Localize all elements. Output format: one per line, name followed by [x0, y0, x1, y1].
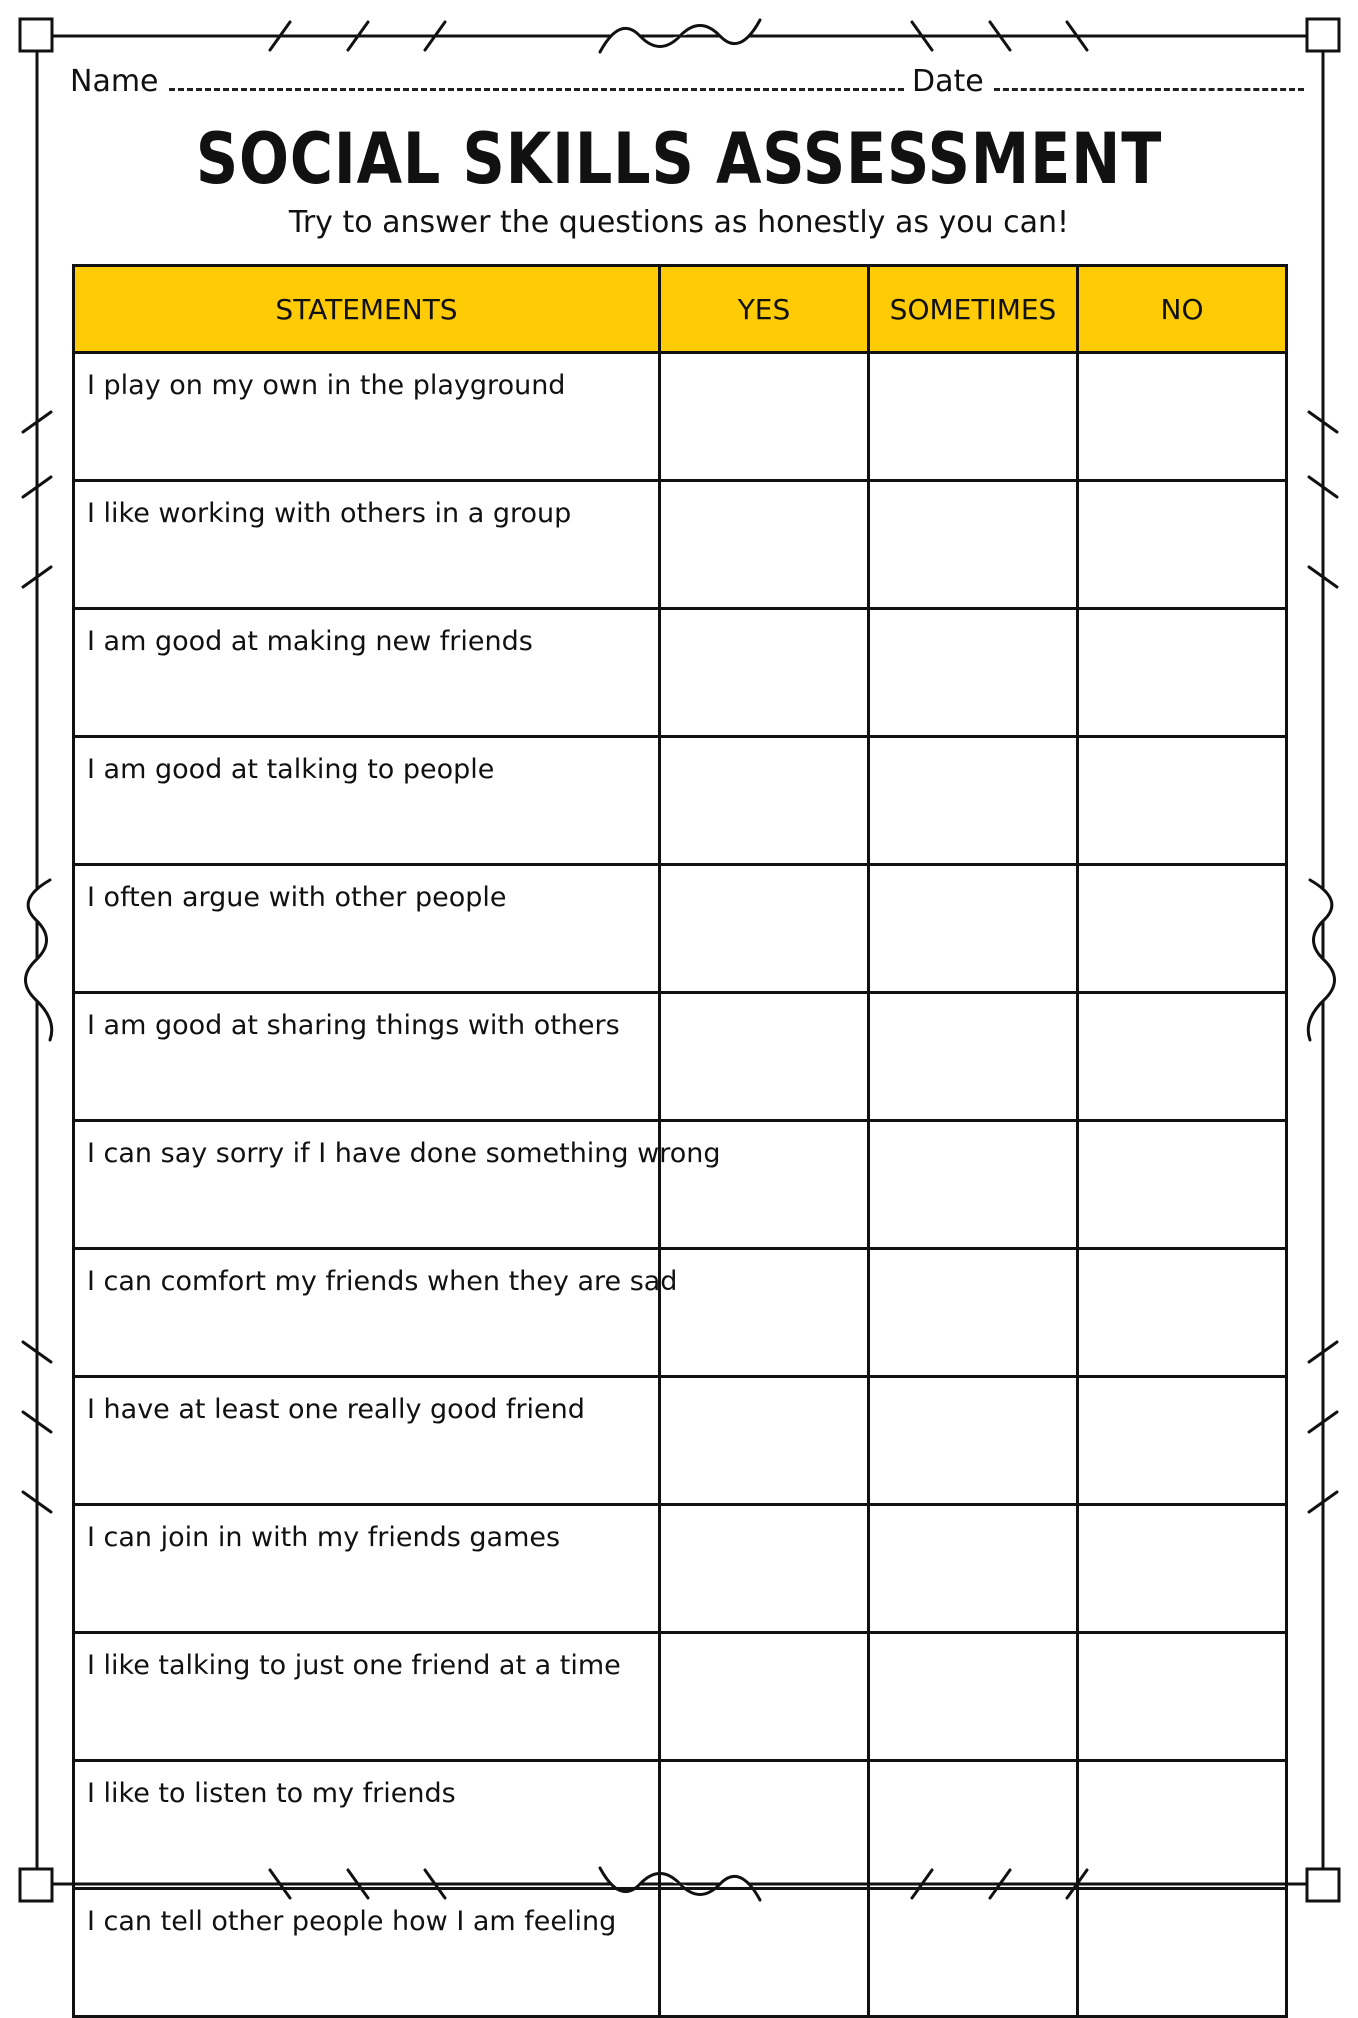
no-cell[interactable] [1078, 481, 1287, 609]
table-row [74, 1889, 1287, 2017]
statement-cell: I am good at talking to people [74, 737, 660, 865]
no-cell[interactable] [1078, 1633, 1287, 1761]
header-statements: STATEMENTS [74, 266, 660, 353]
table-row [74, 737, 1287, 865]
statement-cell: I can tell other people how I am feeling [74, 1889, 660, 2017]
no-cell[interactable] [1078, 1249, 1287, 1377]
sometimes-cell[interactable] [869, 993, 1078, 1121]
yes-cell[interactable] [660, 1377, 869, 1505]
no-cell[interactable] [1078, 1121, 1287, 1249]
no-cell[interactable] [1078, 1505, 1287, 1633]
statement-cell: I play on my own in the playground [74, 353, 660, 481]
name-blank-line[interactable] [169, 84, 904, 91]
yes-cell[interactable] [660, 353, 869, 481]
header-yes: YES [660, 266, 869, 353]
table-row [74, 609, 1287, 737]
statement-cell: I often argue with other people [74, 865, 660, 993]
sometimes-cell[interactable] [869, 865, 1078, 993]
header-no: NO [1078, 266, 1287, 353]
sometimes-cell[interactable] [869, 353, 1078, 481]
statement-cell: I can join in with my friends games [74, 1505, 660, 1633]
name-label: Name [70, 64, 159, 99]
no-cell[interactable] [1078, 609, 1287, 737]
table-row [74, 865, 1287, 993]
statement-cell: I like working with others in a group [74, 481, 660, 609]
no-cell[interactable] [1078, 1761, 1287, 1889]
no-cell[interactable] [1078, 737, 1287, 865]
table-row [74, 1377, 1287, 1505]
table-row [74, 353, 1287, 481]
statement-cell: I like to listen to my friends [74, 1761, 660, 1889]
date-blank-line[interactable] [994, 84, 1304, 91]
statement-cell: I can comfort my friends when they are sad [74, 1249, 660, 1377]
table-row [74, 993, 1287, 1121]
statement-cell: I have at least one really good friend [74, 1377, 660, 1505]
yes-cell[interactable] [660, 609, 869, 737]
date-label: Date [912, 64, 984, 99]
sometimes-cell[interactable] [869, 1761, 1078, 1889]
sometimes-cell[interactable] [869, 737, 1078, 865]
statement-cell: I am good at making new friends [74, 609, 660, 737]
yes-cell[interactable] [660, 993, 869, 1121]
yes-cell[interactable] [660, 737, 869, 865]
yes-cell[interactable] [660, 1505, 869, 1633]
yes-cell[interactable] [660, 1633, 869, 1761]
assessment-table [72, 264, 1288, 2018]
table-row [74, 1249, 1287, 1377]
sometimes-cell[interactable] [869, 1121, 1078, 1249]
statement-cell: I like talking to just one friend at a time [74, 1633, 660, 1761]
no-cell[interactable] [1078, 993, 1287, 1121]
table-header-row [74, 266, 1287, 353]
statement-cell: I can say sorry if I have done something wrong [74, 1121, 660, 1249]
table-row [74, 1121, 1287, 1249]
table-row [74, 481, 1287, 609]
date-field[interactable] [912, 64, 1304, 99]
sometimes-cell[interactable] [869, 1505, 1078, 1633]
page-subtitle: Try to answer the questions as honestly as you can! [288, 205, 1070, 240]
yes-cell[interactable] [660, 865, 869, 993]
table-row [74, 1633, 1287, 1761]
table-row [74, 1505, 1287, 1633]
table-row [74, 1761, 1287, 1889]
no-cell[interactable] [1078, 1377, 1287, 1505]
sometimes-cell[interactable] [869, 1377, 1078, 1505]
sometimes-cell[interactable] [869, 1889, 1078, 2017]
sometimes-cell[interactable] [869, 481, 1078, 609]
sometimes-cell[interactable] [869, 1249, 1078, 1377]
yes-cell[interactable] [660, 481, 869, 609]
no-cell[interactable] [1078, 353, 1287, 481]
sometimes-cell[interactable] [869, 1633, 1078, 1761]
yes-cell[interactable] [660, 1249, 869, 1377]
statement-cell: I am good at sharing things with others [74, 993, 660, 1121]
page-title: SOCIAL SKILLS ASSESSMENT [195, 118, 1163, 200]
sometimes-cell[interactable] [869, 609, 1078, 737]
header-sometimes: SOMETIMES [869, 266, 1078, 353]
no-cell[interactable] [1078, 1889, 1287, 2017]
yes-cell[interactable] [660, 1889, 869, 2017]
yes-cell[interactable] [660, 1761, 869, 1889]
no-cell[interactable] [1078, 865, 1287, 993]
name-field[interactable] [70, 64, 904, 99]
